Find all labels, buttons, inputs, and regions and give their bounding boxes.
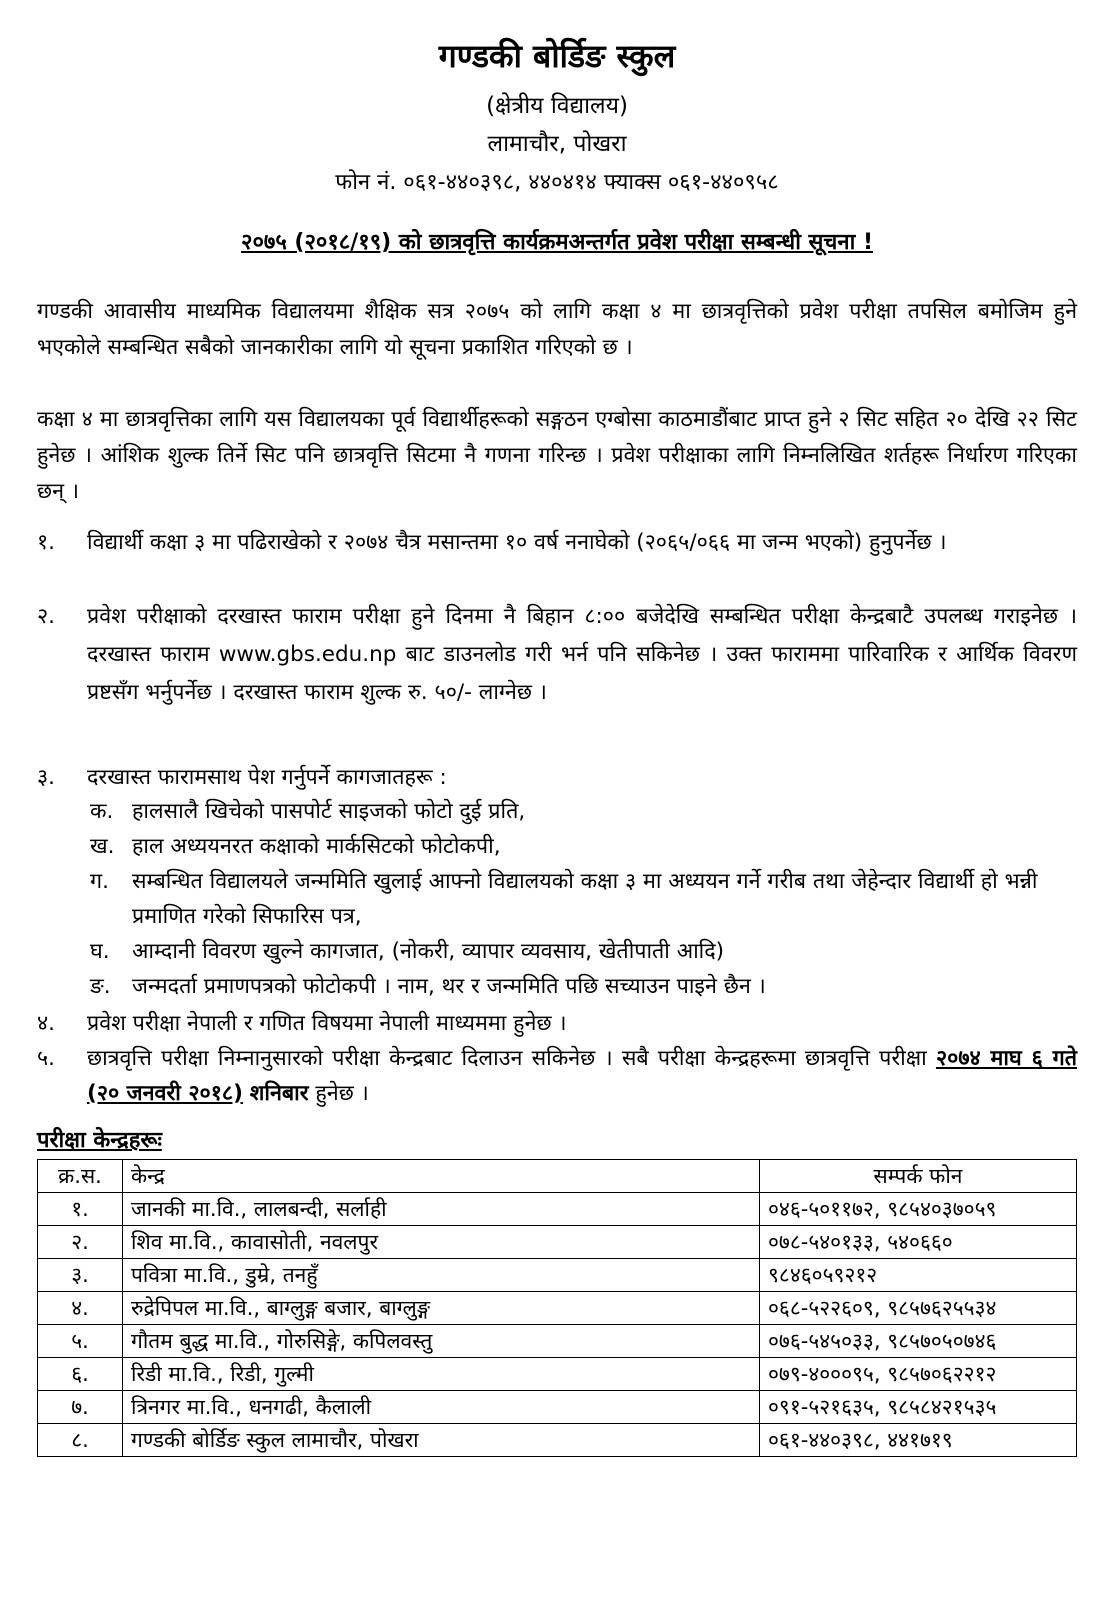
intro-paragraph: गण्डकी आवासीय माध्यमिक विद्यालयमा शैक्षिक सत्र २०७५ को लागि कक्षा ४ मा छात्रवृत्तिको प्रवेश परीक्षा तपसिल बमोजिम हुने भएकोले सम्बन्धित सबैको जानकारीका लागि यो सूचना प्रकाशित गरिएको छ ।: [37, 299, 1077, 360]
phone-cell: ०६८-५२२६०९, ९८५७६२५५३४: [760, 1292, 1077, 1325]
table-row: [38, 1259, 1077, 1292]
condition-text: दरखास्त फारामसाथ पेश गर्नुपर्ने कागजातहरू :: [87, 765, 447, 790]
table-row: [38, 1292, 1077, 1325]
center-cell: गण्डकी बोर्डिङ स्कुल लामाचौर, पोखरा: [123, 1424, 760, 1457]
exam-centers-table: [37, 1159, 1077, 1457]
phone-cell: ०४६-५०११७२, ९८५४०३७०५९: [760, 1193, 1077, 1226]
document-letter: ङ.: [90, 974, 111, 999]
serial-cell: १.: [38, 1193, 123, 1226]
center-cell: रुद्रेपिपल मा.वि., बाग्लुङ्ग बजार, बाग्लुङ्ग: [123, 1292, 760, 1325]
center-cell: शिव मा.वि., कावासोती, नवलपुर: [123, 1226, 760, 1259]
table-header-row: [38, 1160, 1077, 1193]
condition-number: ३.: [37, 765, 56, 790]
phone-cell: ०७६-५४५०३३, ९८५७०५०७४६: [760, 1325, 1077, 1358]
document-text: हालसालै खिचेको पासपोर्ट साइजको फोटो दुई प्रति,: [132, 799, 526, 824]
document-letter: घ.: [90, 939, 110, 964]
exam-date: २०७४ माघ ६ गते (२० जनवरी २०१८): [87, 1046, 1077, 1106]
notice-subject: २०७५ (२०१८/१९) को छात्रवृत्ति कार्यक्रमअन्तर्गत प्रवेश परीक्षा सम्बन्धी सूचना !: [241, 230, 873, 255]
document-text: सम्बन्धित विद्यालयले जन्ममिति खुलाई आफ्नो विद्यालयको कक्षा ३ मा अध्ययन गर्ने गरीब तथा जेहेन्दार विद्यार्थी हो भन्नी प्रमाणित गरेको सिफारिस पत्र,: [132, 869, 1038, 929]
phone-cell: ०७८-५४०१३३, ५४०६६०: [760, 1226, 1077, 1259]
school-address: लामाचौर, पोखरा: [487, 131, 627, 157]
document-text: आम्दानी विवरण खुल्ने कागजात, (नोकरी, व्यापार व्यवसाय, खेतीपाती आदि): [132, 939, 725, 964]
condition-text: प्रवेश परीक्षाको दरखास्त फाराम परीक्षा हुने दिनमा नै बिहान ८:०० बजेदेखि सम्बन्धित परीक्षा केन्द्रबाटै उपलब्ध गराइनेछ । दरखास्त फाराम www.gbs.edu.np बाट डाउनलोड गरी भर्न पनि सकिनेछ । उक्त फाराममा पारिवारिक र आर्थिक विवरण प्रष्टसँग भर्नुपर्नेछ । दरखास्त फाराम शुल्क रु. ५०/- लाग्नेछ ।: [87, 604, 1077, 705]
center-cell: रिडी मा.वि., रिडी, गुल्मी: [123, 1358, 760, 1391]
condition-text-end: हुनेछ ।: [315, 1081, 369, 1106]
table-row: [38, 1226, 1077, 1259]
school-name: गण्डकी बोर्डिङ स्कुल: [438, 37, 676, 75]
phone-cell: ०९१-५२१६३५, ९८५८४२१५३५: [760, 1391, 1077, 1424]
condition-text: प्रवेश परीक्षा नेपाली र गणित विषयमा नेपाली माध्यममा हुनेछ ।: [87, 1011, 567, 1036]
serial-cell: २.: [38, 1226, 123, 1259]
condition-text-start: छात्रवृत्ति परीक्षा निम्नानुसारको परीक्षा केन्द्रबाट दिलाउन सकिनेछ । सबै परीक्षा केन्द्रहरूमा छात्रवृत्ति परीक्षा: [87, 1046, 927, 1071]
column-header-serial: क्र.स.: [38, 1160, 123, 1193]
center-cell: गौतम बुद्ध मा.वि., गोरुसिङ्गे, कपिलवस्तु: [123, 1325, 760, 1358]
condition-text: विद्यार्थी कक्षा ३ मा पढिराखेको र २०७४ चैत्र मसान्तमा १० वर्ष ननाघेको (२०६५/०६६ मा जन्म भएको) हुनुपर्नेछ ।: [87, 530, 947, 555]
serial-cell: ३.: [38, 1259, 123, 1292]
phone-cell: ९८४६०५९२१२: [760, 1259, 1077, 1292]
column-header-center: केन्द्र: [123, 1160, 760, 1193]
phone-cell: ०६१-४४०३९८, ४४१७१९: [760, 1424, 1077, 1457]
serial-cell: ४.: [38, 1292, 123, 1325]
condition-number: २.: [37, 604, 56, 629]
serial-cell: ६.: [38, 1358, 123, 1391]
seats-paragraph: कक्षा ४ मा छात्रवृत्तिका लागि यस विद्यालयका पूर्व विद्यार्थीहरूको सङ्गठन एग्बोसा काठमाडौंबाट प्राप्त हुने २ सिट सहित २० देखि २२ सिट हुनेछ । आंशिक शुल्क तिर्ने सिट पनि छात्रवृत्ति सिटमा नै गणना गरिन्छ । प्रवेश परीक्षाका लागि निम्नलिखित शर्तहरू निर्धारण गरिएका छन् ।: [37, 407, 1077, 504]
document-text: जन्मदर्ता प्रमाणपत्रको फोटोकपी । नाम, थर र जन्ममिति पछि सच्याउन पाइने छैन ।: [132, 974, 766, 999]
table-row: [38, 1325, 1077, 1358]
condition-number: १.: [37, 530, 56, 555]
document-letter: ग.: [90, 869, 109, 894]
center-cell: पवित्रा मा.वि., डुम्रे, तनहुँ: [123, 1259, 760, 1292]
serial-cell: ८.: [38, 1424, 123, 1457]
exam-centers-title: परीक्षा केन्द्रहरूः: [37, 1128, 162, 1153]
center-cell: जानकी मा.वि., लालबन्दी, सर्लाही: [123, 1193, 760, 1226]
table-row: [38, 1193, 1077, 1226]
document-text: हाल अध्ययनरत कक्षाको मार्कसिटको फोटोकपी,: [132, 834, 501, 859]
school-type: (क्षेत्रीय विद्यालय): [486, 93, 628, 119]
document-letter: क.: [90, 799, 114, 824]
table-row: [38, 1391, 1077, 1424]
serial-cell: ५.: [38, 1325, 123, 1358]
condition-number: ४.: [37, 1011, 56, 1036]
table-row: [38, 1424, 1077, 1457]
condition-text: [87, 1041, 1077, 1111]
contact-numbers: फोन नं. ०६१-४४०३९८, ४४०४१४ फ्याक्स ०६१-४४०९५८: [335, 170, 779, 195]
document-letter: ख.: [90, 834, 115, 859]
serial-cell: ७.: [38, 1391, 123, 1424]
phone-cell: ०७९-४०००९५, ९८५७०६२२१२: [760, 1358, 1077, 1391]
column-header-phone: सम्पर्क फोन: [760, 1160, 1077, 1193]
exam-day: शनिबार: [249, 1081, 309, 1106]
condition-number: ५.: [37, 1046, 56, 1071]
center-cell: त्रिनगर मा.वि., धनगढी, कैलाली: [123, 1391, 760, 1424]
table-row: [38, 1358, 1077, 1391]
